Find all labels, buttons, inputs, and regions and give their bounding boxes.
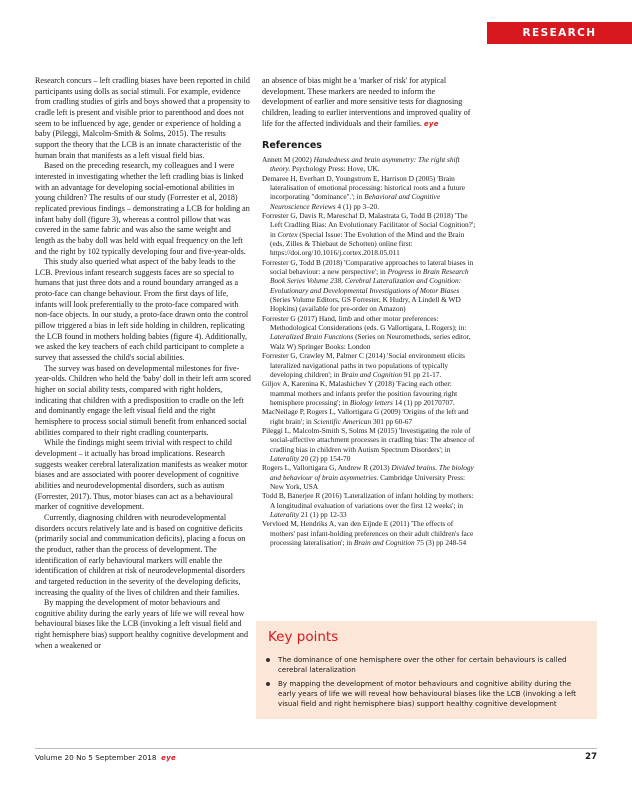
key-point-text: The dominance of one hemisphere over the other for certain behaviours is called cerebral lateralization [278,655,567,674]
body-paragraph: This study also queried what aspect of the baby leads to the LCB. Previous infant research suggests faces are so special to humans that just three dots and a round boundary arranged as a proto-face can change behaviour. From the first days of life, infants will look preferentially to the proto-face compared with non-face objects. In our study, a proto-face drawn onto the control pillow triggered a bias in left side holding in children, replicating the LCB found in mothers holding babies (figure 4). Additionally, we asked the key teachers of each child participant to complete a survey that assessed the child's social abilities. [35,257,249,363]
body-paragraph: Currently, diagnosing children with neurodevelopmental disorders occurs relatively late and is based on cognitive deficits (primarily social and communication deficits), placing a focus on the product, rather than the process of development. The identification of early behavioural markers will enable the identification of children at risk of neurodevelopmental disorders and targeted reduction in the severity of the developing deficits, increasing the quality of the lives of children and their families. [35,512,246,597]
section-tab: RESEARCH [487,22,632,44]
body-paragraph: The survey was based on developmental milestones for five-year-olds. Children who held the 'baby' doll in their left arm scored higher on social ability tests, compared with right holders, indicating that children with a predisposition to cradle on the left and dominantly engage the left visual field and the right hemisphere to process social stimuli benefit from enhanced social abilities compared to their right cradling counterparts. [35,363,251,437]
reference-item: Forrester G, Todd B (2018) 'Comparative approaches to lateral biases in social behaviour: a new perspective'; in Progress in Brain Research Book Series Volume 238, Cerebral Lateralization and Cognition: Evolutionary and Developmental Investigations of Motor Biases (Series Volume Editors, GS Forrester, K Hudry, A Lindell & WD Hopkins) (available for pre-order on Amazon) [262,257,474,314]
reference-item: Rogers L, Vallortigara G, Andrew R (2013) Divided brains. The biology and behaviour of brain asymmetries. Cambridge University Press: New York, USA [262,463,474,491]
key-points-box [256,621,597,719]
reference-item: Demaree H, Everhart D, Youngstrom E, Harrison D (2005) 'Brain lateralisation of emotional processing: historical roots and a future incorporating "dominance".'; in Behavioral and Cognitive Neuroscience Reviews 4 (1) pp 3–20. [262,173,465,211]
reference-item: Forrester G, Crawley M, Palmer C (2014) 'Social environment elicits lateralized navigational paths in two populations of typically developing children'; in Brain and Cognition 91 pp 21-17. [262,351,466,379]
body-paragraph: By mapping the development of motor behaviours and cognitive ability during the early years of life we will reveal how behavioural biases like the LCB (invoking a left visual field and right hemisphere bias) support healthy cognitive development and when a weakened or [35,598,248,650]
key-points-title: Key points [268,629,339,645]
end-mark: eye [423,119,439,128]
footer-rule [35,748,597,749]
page-number: 27 [585,752,597,762]
footer-issue: Volume 20 No 5 September 2018 eye [35,753,177,762]
reference-item: Vervloed M, Hendriks A, van den Eijnde E (2011) 'The effects of mothers' past infant-holding preferences on their adult children's face processing lateralisation'; in Brain and Cognition 75 (3) pp 248-54 [262,519,474,548]
bullet-icon [266,658,270,662]
references-list [262,155,476,547]
key-point-text: By mapping the development of motor behaviours and cognitive ability during the early years of life we will reveal how behavioural biases like the LCB (invoking a left visual field and right hemisphere bias) support healthy cognitive development [278,679,577,708]
references-heading: References [262,140,322,152]
key-point-item [264,655,588,674]
left-column [35,76,251,651]
body-paragraph [262,76,476,129]
reference-item: Giljov A, Karenina K, Malashichev Y (2018) 'Facing each other: mammal mothers and infants prefer the position favouring right hemisphere processing'; in Biology letters 14 (1) pp 20170707. [262,379,458,407]
closing-text: an absence of bias might be a 'marker of risk' for atypical development. These markers are needed to inform the development of earlier and more sensitive tests for diagnosing children, leading to earlier interventions and improved quality of life for the affected individuals and their families. [262,76,471,128]
footer-brand: eye [161,754,177,762]
bullet-icon [266,682,270,686]
body-paragraph: Research concurs – left cradling biases have been reported in child participants using dolls as social stimuli. For example, evidence from cradling studies of girls and boys showed that a propensity to cradle left is present and visible prior to parenthood and does not seem to be influenced by age, gender or experience of holding a baby (Pileggi, Malcolm-Smith & Solms, 2015). The results support the theory that the LCB is an innate characteristic of the human brain that manifests as a left visual field bias. [35,76,250,160]
reference-item: MacNeilage P, Rogers L, Vallortigara G (2009) 'Origins of the left and right brain'; in Scientific American 301 pp 60-67 [262,407,469,426]
body-paragraph: While the findings might seem trivial with respect to child development – it actually has broad implications. Research suggests weaker cerebral lateralization manifests as weaker motor biases and are associated with poorer development of cognitive abilities and neurodevelopmental disorders, such as autism (Forrester, 2017). Thus, motor biases can act as a behavioural marker of cognitive development. [35,438,248,512]
reference-item: Forrester G, Davis R, Mareschal D, Malastrata G, Todd B (2018) 'The Left Cradling Bias: An Evolutionary Facilitator of Social Cognition?'; in Cortex (Special Issue: The Evolution of the Mind and the Brain (eds, Zilles & Thiebaut de Schotten) online first: https://doi.org/10.1016/j.cortex.2018.05.011 [262,211,476,258]
reference-item: Forrester G (2017) Hand, limb and other motor preferences: Methodological Considerations (eds. G Vallortigara, L Rogers); in: Lateralized Brain Functions (Series on Neuromethods, series editor, Walz W) Springer Books: London [262,313,471,351]
key-points-list [264,655,588,714]
key-point-item [264,679,588,708]
reference-item: Pileggi L, Malcolm-Smith S, Solms M (2015) 'Investigating the role of social-affective attachment processes in cradling bias: The absence of cradling bias in children with Autism Spectrum Disorders'; in Laterality 20 (2) pp 154-70 [262,425,475,463]
body-paragraph: Based on the preceding research, my colleagues and I were interested in investigating whether the left cradling bias is linked with an advantage for developing social-emotional abilities in young children? The results of our study (Forrester et al, 2018) replicated previous findings – demonstrating a LCB for holding an infant baby doll (figure 3), whereas a control pillow that was covered in the same fabric and was also the same weight and length as the baby doll was held with equal frequency on the left and the right by 102 typically developing four and five-year-olds. [35,161,250,256]
right-column [262,76,476,547]
reference-item: Annett M (2002) Handedness and brain asymmetry: The right shift theory. Psychology Press: Hove, UK. [262,154,460,174]
reference-item: Todd B, Banerjee R (2016) 'Lateralization of infant holding by mothers: A longitudinal evaluation of variations over the first 12 weeks'; in Laterality 21 (1) pp 12-33 [262,491,474,519]
